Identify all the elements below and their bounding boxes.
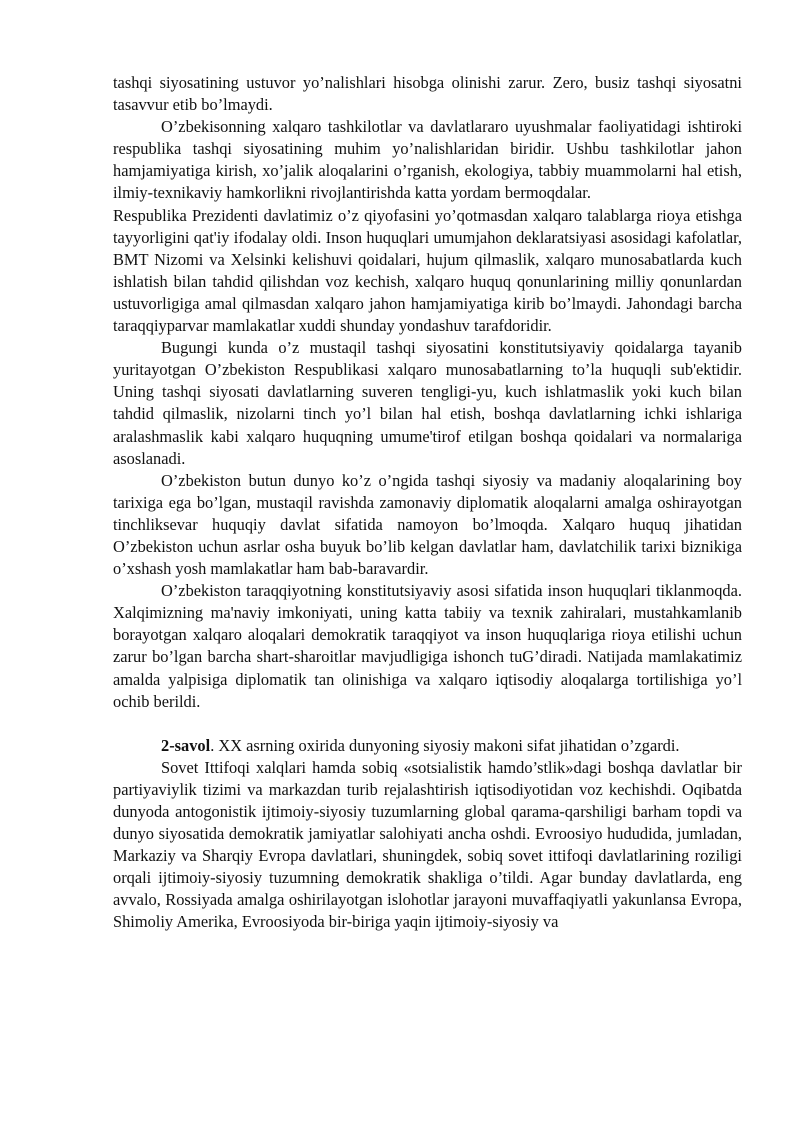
paragraph-3: Respublika Prezidenti davlatimiz o’z qiyofasini yo’qotmasdan xalqaro talablarga rioya etishga tayyorligini qat'iy ifodalay oldi. Inson huquqlari umumjahon deklaratsiyasi asosidagi kafolatlar, BMT Nizomi va Xelsinki kelishuvi qoidalari, hujum qilmaslik, xalqaro munosabatlarda kuch ishlatish bilan tahdid qilishdan voz kechish, xalqaro huquq qonunlarining milliy qonunlardan ustuvorligiga amal qilmasdan xalqaro jahon hamjamiyatiga kirib bo’lmaydi. Jahondagi barcha taraqqiyparvar mamlakatlar xuddi shunday yondashuv tarafdoridir. xyxy=(113,205,742,336)
question-heading xyxy=(113,735,742,757)
answer-paragraph: Sovet Ittifoqi xalqlari hamda sobiq «sotsialistik hamdo’stlik»dagi boshqa davlatlar bir partiyaviylik tizimi va markazdan turib rejalashtirish iqtisodiyotidan voz kechishdi. Oqibatda dunyoda antogonistik ijtimoiy-siyosiy tuzumlarning global qarama-qarshiligi barham topdi va dunyo siyosatida demokratik jamiyatlar salohiyati ancha oshdi. Evroosiyo hududida, jumladan, Markaziy va Sharqiy Evropa davlatlari, shuningdek, sobiq sovet ittifoqi davlatlarining roziligi orqali ijtimoiy-siyosiy tuzumning demokratik shakliga o’tildi. Agar bunday davlatlarda, eng avvalo, Rossiyada amalga oshirilayotgan islohotlar jarayoni muvaffaqiyatli yakunlansa Evropa, Shimoliy Amerika, Evroosiyoda bir-biriga yaqin ijtimoiy-siyosiy va xyxy=(113,757,742,932)
paragraph-1: tashqi siyosatining ustuvor yo’nalishlari hisobga olinishi zarur. Zero, busiz tashqi siyosatni tasavvur etib bo’lmaydi. xyxy=(113,73,742,115)
paragraph-6: O’zbekiston taraqqiyotning konstitutsiyaviy asosi sifatida inson huquqlari tiklanmoqda. Xalqimizning ma'naviy imkoniyati, uning katta tabiiy va texnik zahiralari, mustahkamlanib borayotgan xalqaro aloqalari demokratik taraqqiyot va inson huquqlariga rioya etilishi uchun zarur bo’lgan barcha shart-sharoitlar mavjudligiga ishonch tuG’diradi. Natijada mamlakatimiz amalda yalpisiga diplomatik tan olinishiga va xalqaro iqtisodiy aloqalarga tortilishiga yo’l ochib berildi. xyxy=(113,581,742,711)
question-label: 2-savol xyxy=(161,735,211,755)
paragraph-5: O’zbekiston butun dunyo ko’z o’ngida tashqi siyosiy va madaniy aloqalarining boy tarixiga ega bo’lgan, mustaqil ravishda zamonaviy diplomatik aloqalarni amalga oshirayotgan tinchliksevar huquqiy davlat sifatida namoyon bo’lmoqda. Xalqaro huquq jihatidan O’zbekiston uchun asrlar osha buyuk bo’lib kelgan davlatlar ham, davlatchilik tarixi biznikiga o’xshash yosh mamlakatlar ham bab-baravardir. xyxy=(113,470,742,579)
paragraph-2: O’zbekisonning xalqaro tashkilotlar va davlatlararo uyushmalar faoliyatidagi ishtiroki respublika tashqi siyosatining muhim yo’nalishlaridan biridir. Ushbu tashkilotlar jahon hamjamiyatiga kirish, xo’jalik aloqalarini o’rganish, ekologiya, tabbiy muammolarni hal etish, ilmiy-texnikaviy hamkorlikni rivojlantirishda katta yordam bermoqdalar. xyxy=(113,117,742,203)
paragraph-4: Bugungi kunda o’z mustaqil tashqi siyosatini konstitutsiyaviy qoidalarga tayanib yuritayotgan O’zbekiston Respublikasi xalqaro munosabatlarning to’la huquqli sub'ektidir. Uning tashqi siyosati davlatlarning suveren tengligi-yu, kuch ishlatmaslik yoki kuch bilan tahdid qilmaslik, nizolarni tinch yo’l bilan hal etish, boshqa davlatlarning ichki ishlariga aralashmaslik kabi xalqaro huquqning umume'tirof etilgan boshqa qoidalari va normalariga asoslanadi. xyxy=(113,338,742,468)
document-page xyxy=(113,72,742,934)
question-text: . XX asrning oxirida dunyoning siyosiy makoni sifat jihatidan o’zgardi. xyxy=(210,735,680,755)
paragraph-spacer xyxy=(113,713,742,735)
